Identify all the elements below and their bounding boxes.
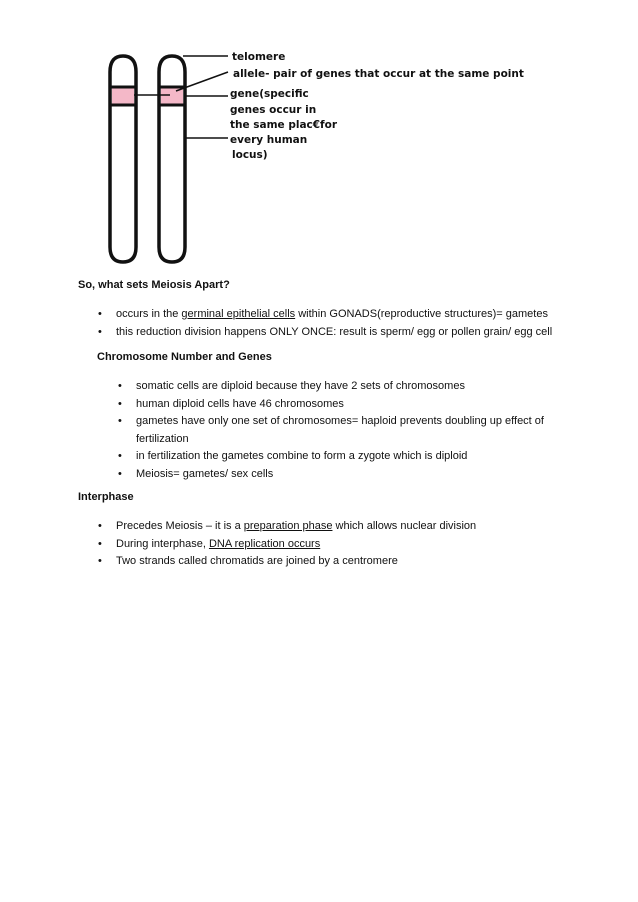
gene-label-line-1: gene(specific: [230, 88, 309, 100]
gene-label-line-4: every human: [230, 134, 308, 146]
list-item-text: within GONADS(reproductive structures)= gametes: [295, 308, 548, 320]
list-item: [78, 306, 552, 324]
gene-label-line-5: locus): [232, 149, 268, 161]
section-heading-chromosome-number: Chromosome Number and Genes: [97, 351, 272, 363]
chromosome-number-list: [116, 378, 546, 483]
gene-label-line-3: the same plac€for: [230, 119, 338, 131]
list-item-text: this reduction division happens ONLY ONCE: result is sperm/ egg or pollen grain/ egg cell: [116, 325, 553, 338]
section-heading-interphase: Interphase: [78, 491, 134, 503]
underlined-term: germinal epithelial cells: [181, 308, 296, 320]
list-item: [78, 324, 552, 342]
chromosome-right: [159, 56, 185, 262]
meiosis-apart-list: [78, 306, 552, 341]
list-item: [78, 536, 476, 554]
underlined-term: preparation phase: [243, 520, 333, 532]
list-item: [78, 553, 476, 571]
chromosome-diagram: [0, 0, 638, 270]
section-heading-meiosis-apart: So, what sets Meiosis Apart?: [78, 279, 230, 291]
gene-band-left: [112, 87, 134, 105]
list-item-text: Precedes Meiosis – it is a: [116, 520, 244, 532]
list-item-text: During interphase,: [116, 537, 209, 550]
list-item: [78, 518, 476, 536]
list-item: • gametes have only one set of chromosomes= haploid prevents doubling up effect of fertilization: [116, 413, 546, 448]
underlined-term: DNA replication occurs: [208, 537, 321, 550]
list-item-text: occurs in the: [116, 308, 182, 320]
allele-label: allele- pair of genes that occur at the same point: [233, 68, 524, 80]
list-item: • Meiosis= gametes/ sex cells: [116, 466, 546, 484]
telomere-label: telomere: [232, 51, 286, 63]
list-item-text: Two strands called chromatids are joined by a centromere: [116, 555, 398, 567]
interphase-list: [78, 518, 476, 571]
list-item-text: which allows nuclear division: [332, 520, 477, 532]
list-item: • in fertilization the gametes combine to form a zygote which is diploid: [116, 448, 546, 466]
list-item: • human diploid cells have 46 chromosomes: [116, 396, 546, 414]
chromosome-left: [110, 56, 136, 262]
gene-label-line-2: genes occur in: [230, 104, 317, 116]
list-item: • somatic cells are diploid because they have 2 sets of chromosomes: [116, 378, 546, 396]
